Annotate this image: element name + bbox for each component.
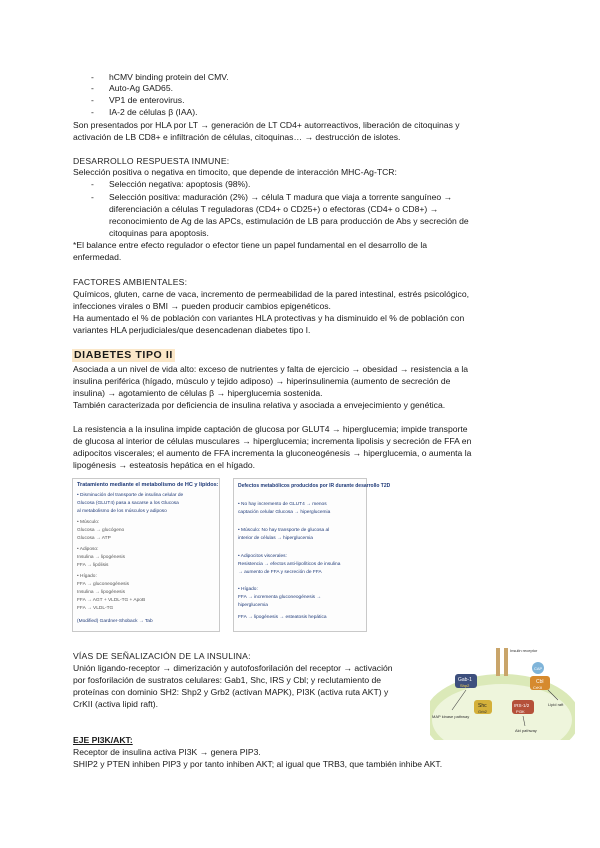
figure-left-footer: (Modified) Gardner-Shoback → Tab bbox=[77, 619, 153, 624]
paragraph-line: Selección positiva o negativa en timocito, que depende de interacción MHC-Ag-TCR: bbox=[73, 167, 397, 177]
figure-left-line: FFA → VLDL-TG bbox=[77, 606, 114, 611]
shc-label: Shc bbox=[478, 703, 487, 709]
figure-right-title: Defectos metabólicos producidos por IR durante desarrollo T2D bbox=[238, 483, 391, 489]
figure-right-line: hiperglucemia bbox=[238, 603, 268, 608]
paragraph-line: lipogénesis → esteatosis hepática en el hígado. bbox=[73, 460, 256, 470]
section-heading-vias: VÍAS DE SEÑALIZACIÓN DE LA INSULINA: bbox=[73, 651, 251, 661]
figure-right-line: captación celular Glucosa → hiperglucemia bbox=[238, 510, 331, 515]
figure-left-title: Tratamiento mediante el metabolismo de HC y lípidos: bbox=[77, 482, 219, 488]
section-heading-inmune: DESARROLLO RESPUESTA INMUNE: bbox=[73, 156, 230, 166]
figure-right-line: • No hay incremento de GLUT4 → menos bbox=[238, 502, 327, 507]
receptor-label: Insulin receptor bbox=[510, 648, 538, 653]
bullet-dash: - bbox=[91, 83, 94, 93]
receptor-left-chain bbox=[496, 648, 500, 676]
paragraph-line: La resistencia a la insulina impide captación de glucosa por GLUT4 → hiperglucemia; impide transporte bbox=[73, 424, 468, 434]
lipid-raft-label: Lipid raft bbox=[548, 702, 564, 707]
irs-label: IRS-1/2 bbox=[514, 703, 530, 708]
cbl-label: Cbl bbox=[536, 679, 544, 685]
figure-left-line: al metabolismo de los músculos y adiposo bbox=[77, 509, 167, 514]
paragraph-line: variantes HLA perjudiciales/que desencadenan diabetes tipo I. bbox=[73, 325, 311, 335]
paragraph-line: Unión ligando-receptor → dimerización y autofosforilación del receptor → activación bbox=[73, 663, 393, 673]
bullet-dash: - bbox=[91, 179, 94, 189]
figure-right-line: FFA → incrementa gluconeogénesis → bbox=[238, 595, 322, 600]
figure-right-line: FFA → lipogénesis → esteatosis hepática bbox=[238, 615, 327, 620]
mapk-pathway-label: MAP kinase pathway bbox=[432, 714, 470, 719]
figure-right-line: • Adipocitos viscerales: bbox=[238, 554, 287, 559]
paragraph-line: insulina) → agotamiento de células β → hiperglucemia sostenida. bbox=[73, 388, 323, 398]
grb2-label: Grb2 bbox=[478, 709, 487, 714]
paragraph-line: proteínas con dominio SH2: Shp2 y Grb2 (activan MAPK), PI3K (activa ruta AKT) y bbox=[73, 687, 389, 697]
figure-left-line: • Adiposo: bbox=[77, 547, 99, 552]
figure-right-line: interior de células → hiperglucemia bbox=[238, 536, 313, 541]
bullet-dash: - bbox=[91, 72, 94, 82]
paragraph-line: Ha aumentado el % de población con variantes HLA protectivas y ha disminuido el % de población con bbox=[73, 313, 465, 323]
figure-left-line: Insulina → lipogénesis bbox=[77, 555, 125, 560]
section-heading-pi3k-akt: EJE PI3K/AKT: bbox=[73, 735, 133, 745]
figure-right-line: • Hígado: bbox=[238, 587, 258, 592]
paragraph-line: CrKII (activa lipid raft). bbox=[73, 699, 159, 709]
paragraph-line: insulina periférica (hígado, músculo y tejido adiposo) → hiperinsulinemia (aumento de secreción de bbox=[73, 376, 451, 386]
paragraph-line: de glucosa al interior de células musculares → hiperglucemia; incrementa lipolisis y secreción de FFA en bbox=[73, 436, 472, 446]
figure-left-line: • Músculo: bbox=[77, 520, 100, 525]
cap-label: CAP bbox=[534, 666, 543, 671]
gab1-label: Gab-1 bbox=[458, 677, 472, 683]
figure-left-line: Glucosa (GLUT4) pasa a sacarse a los Glucosa bbox=[77, 501, 179, 506]
figure-right-line: → aumento de FFA y secreción de FFA bbox=[238, 570, 322, 575]
figure-left-line: • Disminución del transporte de insulina celular de bbox=[77, 493, 184, 498]
paragraph-line: activación de LB CD8+ e infiltración de células, citoquinas… → destrucción de islotes. bbox=[73, 132, 401, 142]
paragraph-line: infecciones virales o BMI → pueden producir cambios epigenéticos. bbox=[73, 301, 331, 311]
bullet-dash: - bbox=[91, 107, 94, 117]
list-item-cont: reconocimiento de Ag de las APCs, estimulación de LB para producción de Abs y secreción de bbox=[109, 216, 469, 226]
figure-right-line: • Músculo: No hay transporte de glucosa al bbox=[238, 528, 330, 533]
crkii-label: CrKII bbox=[533, 685, 543, 690]
figure-left-line: Glucosa → ATP bbox=[77, 536, 111, 541]
list-item: Selección negativa: apoptosis (98%). bbox=[109, 179, 251, 189]
list-item-cont: diferenciación a células T reguladoras (CD4+ o CD25+) o efectoras (CD4+ o CD8+) → bbox=[109, 204, 439, 214]
akt-pathway-label: Akt pathway bbox=[515, 728, 537, 733]
list-item: Selección positiva: maduración (2%) → célula T madura que viaja a torrente sanguíneo → bbox=[109, 192, 453, 202]
paragraph-line: Receptor de insulina activa PI3K → genera PIP3. bbox=[73, 747, 261, 757]
list-item-cont: citoquinas para apoptosis. bbox=[109, 228, 209, 238]
figure-left-line: FFA → gluconeogénesis bbox=[77, 582, 129, 587]
list-item: VP1 de enterovirus. bbox=[109, 95, 185, 105]
paragraph-line: Son presentados por HLA por LT → generación de LT CD4+ autorreactivos, liberación de citoquinas y bbox=[73, 120, 460, 130]
bullet-dash: - bbox=[91, 95, 94, 105]
insulin-signaling-diagram bbox=[430, 640, 575, 740]
section-heading-diabetes-tipo-ii: DIABETES TIPO II bbox=[74, 349, 173, 361]
note-line: enfermedad. bbox=[73, 252, 122, 262]
receptor-right-chain bbox=[504, 648, 508, 676]
paragraph-line: También caracterizada por deficiencia de insulina relativa y asociada a envejecimiento y genética. bbox=[73, 400, 446, 410]
paragraph-line: adipocitos viscerales; el aumento de FFA incrementa la gluconeogénesis → hiperglucemia, o aumenta la bbox=[73, 448, 472, 458]
list-item: hCMV binding protein del CMV. bbox=[109, 72, 229, 82]
list-item: Auto-Ag GAD65. bbox=[109, 83, 174, 93]
figure-left-line: Insulina → lipogénesis bbox=[77, 590, 125, 595]
pi3k-label: PI3K bbox=[516, 709, 525, 714]
paragraph-line: SHIP2 y PTEN inhiben PIP3 y por tanto inhiben AKT; al igual que TRB3, que también inhibe AKT. bbox=[73, 759, 443, 769]
figure-left-box bbox=[72, 478, 220, 632]
figure-left-line: • Hígado: bbox=[77, 574, 97, 579]
shp2-label: Shp2 bbox=[460, 683, 470, 688]
figure-left-line: Glucosa → glucógeno bbox=[77, 528, 125, 533]
paragraph-line: por fosforilación de sustratos celulares: Gab1, Shc, IRS y Cbl; y reclutamiento de bbox=[73, 675, 382, 685]
figure-left-line: FFA → lipólisis bbox=[77, 563, 109, 568]
figure-left-line: FFA → AGT + VLDL-TG + ApoB bbox=[77, 598, 146, 603]
bullet-dash: - bbox=[91, 192, 94, 202]
paragraph-line: Asociada a un nivel de vida alto: exceso de nutrientes y falta de ejercicio → obesidad → resistencia a la bbox=[73, 364, 469, 374]
figure-right-line: Resistencia → efectos anti-lipolíticos de insulina bbox=[238, 562, 341, 567]
figure-right-box bbox=[233, 478, 391, 632]
section-heading-ambientales: FACTORES AMBIENTALES: bbox=[73, 277, 188, 287]
list-item: IA-2 de células β (IAA). bbox=[109, 107, 198, 117]
paragraph-line: Químicos, gluten, carne de vaca, incremento de permeabilidad de la pared intestinal, estrés psicológico, bbox=[73, 289, 470, 299]
note-line: *El balance entre efecto regulador o efector tiene un papel fundamental en el desarrollo de la bbox=[73, 240, 428, 250]
